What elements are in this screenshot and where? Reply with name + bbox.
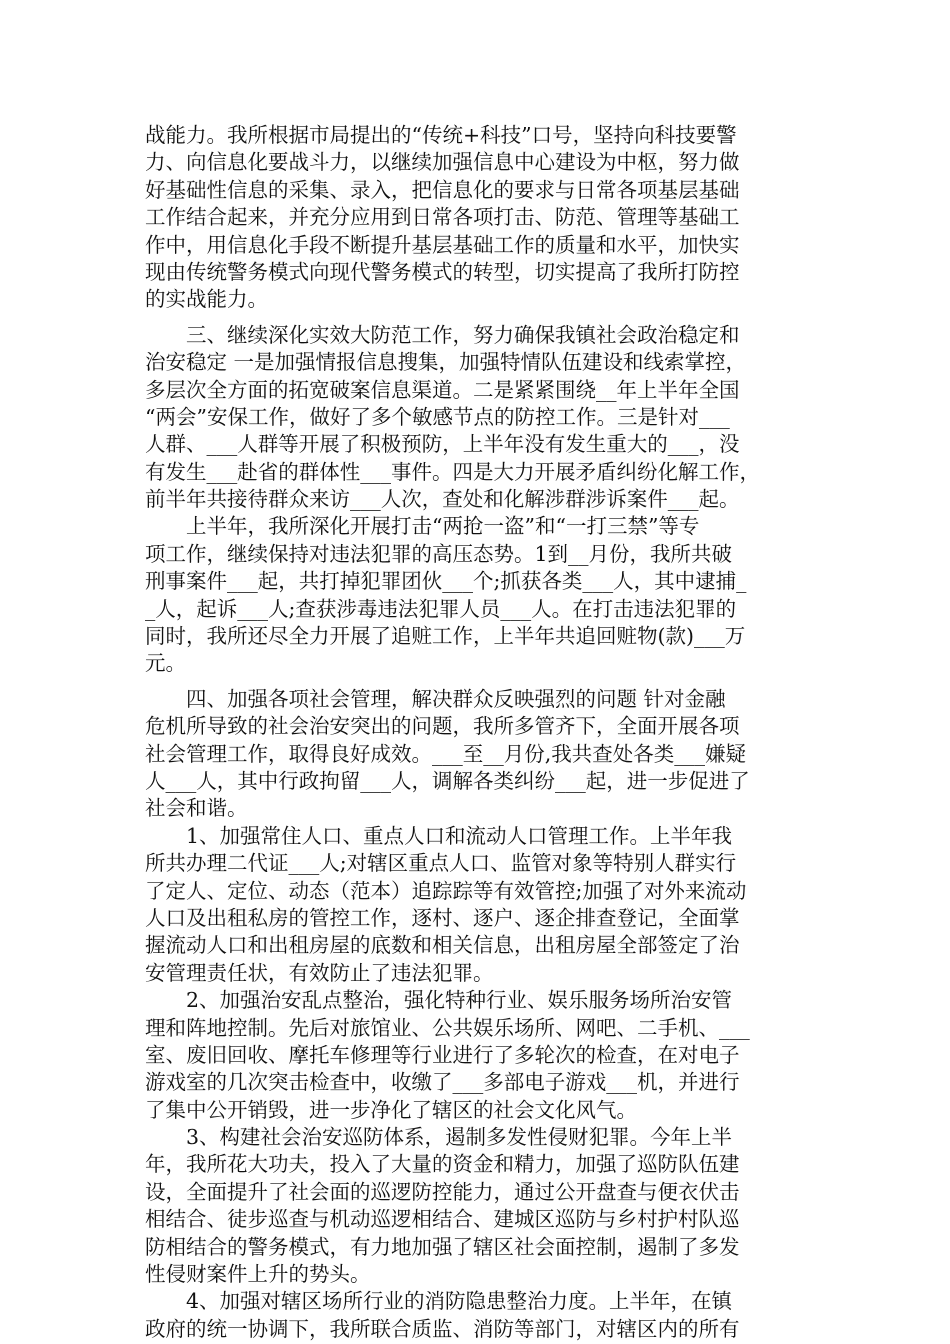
paragraph-gap (145, 314, 810, 322)
text-line: 3、构建社会治安巡防体系，遏制多发性侵财犯罪。今年上半 (145, 1125, 733, 1150)
paragraph-3 (145, 513, 810, 677)
text-line: 多层次全方面的拓宽破案信息渠道。二是紧紧围绕__年上半年全国 (145, 377, 740, 402)
paragraph-1 (145, 122, 810, 314)
text-line: 年，我所花大功夫，投入了大量的资金和精力，加强了巡防队伍建 (145, 1152, 740, 1177)
text-line: 三、继续深化实效大防范工作，努力确保我镇社会政治稳定和 (145, 322, 740, 347)
paragraph-5 (145, 823, 810, 987)
paragraph-8 (145, 1288, 810, 1343)
text-line: 危机所导致的社会治安突出的问题，我所多管齐下，全面开展各项 (145, 714, 740, 739)
text-line: 2、加强治安乱点整治，强化特种行业、娱乐服务场所治安管 (145, 988, 733, 1013)
text-line: 1、加强常住人口、重点人口和流动人口管理工作。上半年我 (145, 823, 733, 848)
text-line: 所共办理二代证___人;对辖区重点人口、监管对象等特别人群实行 (145, 851, 737, 876)
text-line: 有发生___赴省的群体性___事件。四是大力开展矛盾纠纷化解工作， (145, 459, 760, 484)
text-line: 防相结合的警务模式，有力地加强了辖区社会面控制，遏制了多发 (145, 1234, 740, 1259)
text-line: 工作结合起来，并充分应用到日常各项打击、防范、管理等基础工 (145, 205, 740, 230)
paragraph-gap (145, 678, 810, 686)
text-line: 室、废旧回收、摩托车修理等行业进行了多轮次的检查，在对电子 (145, 1042, 740, 1067)
text-line: 元。 (145, 651, 186, 676)
text-line: “两会”安保工作，做好了多个敏感节点的防控工作。三是针对___ (145, 404, 730, 429)
text-line: 性侵财案件上升的势头。 (145, 1262, 371, 1287)
document-body (145, 122, 810, 1343)
text-line: 刑事案件___起，共打掉犯罪团伙___个;抓获各类___人，其中逮捕_ (145, 569, 747, 594)
text-line: 了定人、定位、动态（范本）追踪踪等有效管控;加强了对外来流动 (145, 878, 747, 903)
text-line: 社会管理工作，取得良好成效。___至__月份,我共查处各类___嫌疑 (145, 741, 747, 766)
text-line: 的实战能力。 (145, 287, 268, 312)
text-line: 战能力。我所根据市局提出的“传统+科技”口号，坚持向科技要警 (145, 123, 737, 147)
text-line: 握流动人口和出租房屋的底数和相关信息，出租房屋全部签定了治 (145, 933, 740, 958)
text-line: 同时，我所还尽全力开展了追赃工作，上半年共追回赃物(款)___万 (145, 624, 746, 649)
text-line: 作中，用信息化手段不断提升基层基础工作的质量和水平，加快实 (145, 232, 740, 257)
text-line: 人口及出租私房的管控工作，逐村、逐户、逐企排查登记，全面掌 (145, 905, 740, 930)
text-line: 人___人，其中行政拘留___人，调解各类纠纷___起，进一步促进了 (145, 768, 750, 793)
text-line: 社会和谐。 (145, 796, 248, 821)
text-line: 前半年共接待群众来访___人次，查处和化解涉群涉诉案件___起。 (145, 487, 740, 512)
text-line: 了集中公开销毁，进一步净化了辖区的社会文化风气。 (145, 1097, 637, 1122)
text-line: 设，全面提升了社会面的巡逻防控能力，通过公开盘查与便衣伏击 (145, 1179, 740, 1204)
paragraph-7 (145, 1124, 810, 1288)
text-line: 游戏室的几次突击检查中，收缴了___多部电子游戏___机，并进行 (145, 1070, 740, 1095)
text-line: 力、向信息化要战斗力，以继续加强信息中心建设为中枢，努力做 (145, 150, 740, 175)
text-line: 项工作，继续保持对违法犯罪的高压态势。1到__月份，我所共破 (145, 541, 733, 566)
text-line: 现由传统警务模式向现代警务模式的转型，切实提高了我所打防控 (145, 259, 740, 284)
paragraph-4 (145, 686, 810, 823)
text-line: 上半年，我所深化开展打击“两抢一盗”和“一打三禁”等专 (145, 514, 700, 539)
paragraph-2 (145, 322, 810, 514)
text-line: 安管理责任状，有效防止了违法犯罪。 (145, 960, 494, 985)
text-line: 4、加强对辖区场所行业的消防隐患整治力度。上半年，在镇 (145, 1289, 733, 1314)
text-line: _人，起诉___人;查获涉毒违法犯罪人员___人。在打击违法犯罪的 (145, 596, 737, 621)
text-line: 人群、___人群等开展了积极预防，上半年没有发生重大的___，没 (145, 432, 740, 457)
paragraph-6 (145, 987, 810, 1124)
text-line: 政府的统一协调下，我所联合质监、消防等部门，对辖区内的所有 (145, 1316, 740, 1341)
text-line: 理和阵地控制。先后对旅馆业、公共娱乐场所、网吧、二手机、___ (145, 1015, 750, 1040)
text-line: 好基础性信息的采集、录入，把信息化的要求与日常各项基层基础 (145, 177, 740, 202)
text-line: 相结合、徒步巡查与机动巡逻相结合、建城区巡防与乡村护村队巡 (145, 1207, 740, 1232)
text-line: 四、加强各项社会管理，解决群众反映强烈的问题 针对金融 (145, 686, 726, 711)
text-line: 治安稳定 一是加强情报信息搜集，加强特情队伍建设和线索掌控， (145, 350, 747, 375)
